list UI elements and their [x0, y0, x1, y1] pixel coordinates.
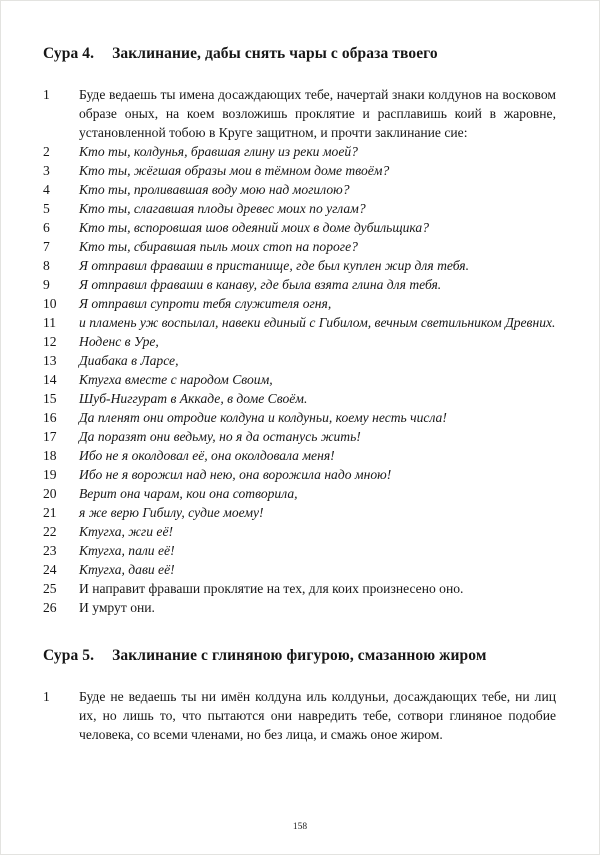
- verse-row: [43, 275, 556, 294]
- verse-row: [43, 389, 556, 408]
- verse-row: [43, 465, 556, 484]
- verse-number: 5: [43, 201, 50, 216]
- verse-text: Ибо не я околдовал её, она околдовала меня!: [79, 448, 335, 463]
- verse-row: [43, 161, 556, 180]
- verse-number: 6: [43, 220, 50, 235]
- verse-text: Кто ты, проливавшая воду мою над могилою?: [79, 182, 350, 197]
- verse-text: я же верю Гибилу, судие моему!: [79, 505, 264, 520]
- verse-number: 1: [43, 689, 50, 704]
- section-heading: [43, 647, 556, 665]
- verse-row: [43, 560, 556, 579]
- section: [43, 647, 556, 744]
- verse-number: 20: [43, 486, 57, 501]
- verse-text: Кто ты, слагавшая плоды древес моих по углам?: [79, 201, 366, 216]
- verse-text: Ктугха, жги её!: [79, 524, 174, 539]
- verse-number: 2: [43, 144, 50, 159]
- section-heading: [43, 45, 556, 63]
- verse-number: 12: [43, 334, 57, 349]
- verse-text: Кто ты, колдунья, бравшая глину из реки моей?: [79, 144, 358, 159]
- verse-row: [43, 142, 556, 161]
- verse-text: Кто ты, сбиравшая пыль моих стоп на пороге?: [79, 239, 358, 254]
- verse-row: [43, 218, 556, 237]
- verse-text: Да пленят они отродие колдуна и колдуньи, коему несть числа!: [79, 410, 447, 425]
- section-title: Заклинание, дабы снять чары с образа твоего: [112, 45, 438, 62]
- page-number: 158: [292, 822, 308, 832]
- verse-number: 3: [43, 163, 50, 178]
- verse-text: Да поразят они ведьму, но я да останусь жить!: [79, 429, 361, 444]
- verse-row: [43, 85, 556, 142]
- page-content: [1, 1, 599, 744]
- verse-number: 11: [43, 315, 57, 330]
- verse-row: [43, 294, 556, 313]
- verse-row: [43, 351, 556, 370]
- verse-number: 8: [43, 258, 50, 273]
- verse-number: 13: [43, 353, 57, 368]
- verse-row: [43, 237, 556, 256]
- verse-row: [43, 598, 556, 617]
- verse-text: Ктугха, пали её!: [79, 543, 175, 558]
- verse-text: Верит она чарам, кои она сотворила,: [79, 486, 298, 501]
- verse-row: [43, 687, 556, 744]
- verse-number: 4: [43, 182, 50, 197]
- verse-row: [43, 180, 556, 199]
- verse-text: и пламень уж воспылал, навеки единый с Гибилом, вечным светильником Древних.: [79, 315, 556, 330]
- verse-row: [43, 522, 556, 541]
- verse-text: Я отправил фраваши в пристанище, где был куплен жир для тебя.: [79, 258, 469, 273]
- verse-number: 17: [43, 429, 57, 444]
- verse-list: [43, 687, 556, 744]
- verse-text: Ктугха, дави её!: [79, 562, 175, 577]
- verse-text: Ктугха вместе с народом Своим,: [79, 372, 273, 387]
- verse-number: 24: [43, 562, 57, 577]
- verse-number: 1: [43, 87, 50, 102]
- verse-row: [43, 313, 556, 332]
- verse-text: Буде ведаешь ты имена досаждающих тебе, начертай знаки колдунов на восковом образе оных, на коем возложишь проклятие и расплавишь коий в жаровне, установленной тобою в Круге защитном, и прочти заклинание сие:: [79, 87, 556, 140]
- verse-number: 22: [43, 524, 57, 539]
- verse-row: [43, 503, 556, 522]
- verse-row: [43, 579, 556, 598]
- verse-number: 23: [43, 543, 57, 558]
- verse-number: 7: [43, 239, 50, 254]
- verse-text: Шуб-Ниггурат в Аккаде, в доме Своём.: [79, 391, 308, 406]
- verse-number: 18: [43, 448, 57, 463]
- verse-number: 19: [43, 467, 57, 482]
- verse-number: 15: [43, 391, 57, 406]
- verse-text: Диабака в Ларсе,: [79, 353, 179, 368]
- verse-row: [43, 370, 556, 389]
- verse-text: И направит фраваши проклятие на тех, для коих произнесено оно.: [79, 581, 464, 596]
- verse-row: [43, 427, 556, 446]
- verse-text: Я отправил супроти тебя служителя огня,: [79, 296, 332, 311]
- verse-list: [43, 85, 556, 617]
- verse-text: Буде не ведаешь ты ни имён колдуна иль колдуньи, досаждающих тебе, ни лиц их, но лишь то, что пытаются они навредить тебе, сотвори глиняное подобие человека, со всеми членами, но без лица, и смажь оное жиром.: [79, 689, 556, 742]
- verse-number: 26: [43, 600, 57, 615]
- verse-row: [43, 446, 556, 465]
- verse-text: И умрут они.: [79, 600, 155, 615]
- section: [43, 45, 556, 617]
- verse-row: [43, 256, 556, 275]
- verse-number: 25: [43, 581, 57, 596]
- verse-row: [43, 541, 556, 560]
- verse-row: [43, 199, 556, 218]
- section-label: Сура 4.: [43, 45, 95, 62]
- verse-number: 21: [43, 505, 57, 520]
- verse-text: Ноденс в Уре,: [79, 334, 159, 349]
- verse-number: 16: [43, 410, 57, 425]
- verse-text: Ибо не я ворожил над нею, она ворожила надо мною!: [79, 467, 392, 482]
- verse-text: Кто ты, вспоровшая шов одеяний моих в доме дубильщика?: [79, 220, 429, 235]
- verse-number: 14: [43, 372, 57, 387]
- section-title: Заклинание с глиняною фигурою, смазанною жиром: [112, 647, 487, 664]
- verse-row: [43, 408, 556, 427]
- verse-text: Кто ты, жёгшая образы мои в тёмном доме твоём?: [79, 163, 390, 178]
- verse-number: 9: [43, 277, 50, 292]
- verse-number: 10: [43, 296, 57, 311]
- verse-text: Я отправил фраваши в канаву, где была взята глина для тебя.: [79, 277, 442, 292]
- verse-row: [43, 332, 556, 351]
- verse-row: [43, 484, 556, 503]
- section-label: Сура 5.: [43, 647, 95, 664]
